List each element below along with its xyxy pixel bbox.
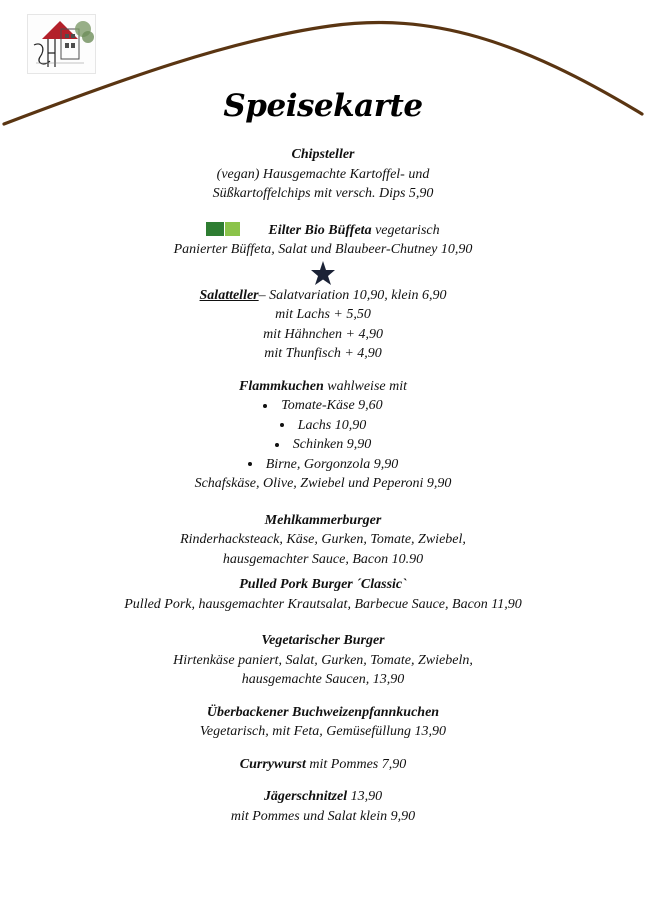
item-name: Vegetarischer Burger (261, 633, 385, 648)
bio-label-icon (206, 222, 240, 236)
item-extra: mit Hähnchen + 4,90 (263, 326, 383, 342)
item-name: Chipsteller (291, 147, 355, 162)
menu-item-mehlkammerburger (0, 511, 646, 570)
item-tag: wahlweise mit (327, 378, 408, 394)
item-name: Überbackener Buchweizenpfannkuchen (206, 704, 440, 720)
item-description: Panierter Büffeta, Salat und Blaubeer-Chutney 10,90 (173, 242, 473, 257)
item-extra: mit Lachs + 5,50 (275, 307, 371, 322)
menu-item-currywurst (0, 755, 646, 775)
restaurant-logo (27, 14, 96, 74)
item-heading-line (0, 787, 646, 807)
menu-item-bueffeta (0, 221, 646, 260)
divider-star (0, 260, 646, 286)
list-item: Tomate-Käse 9,60 (0, 396, 646, 416)
item-description: Rinderhacksteack, Käse, Gurken, Tomate, Zwiebel, (180, 532, 466, 547)
list-item: Schinken 9,90 (0, 435, 646, 455)
item-extra: mit Thunfisch + 4,90 (264, 346, 382, 361)
item-description: Pulled Pork, hausgemachter Krautsalat, Barbecue Sauce, Bacon 11,90 (124, 596, 522, 612)
option-list (0, 396, 646, 474)
item-description: Hirtenkäse paniert, Salat, Gurken, Tomate, Zwiebeln, (173, 652, 473, 668)
item-description: Vegetarisch, mit Feta, Gemüsefüllung 13,90 (199, 724, 447, 739)
item-name: Pulled Pork Burger ´Classic` (239, 577, 407, 592)
item-heading-line (0, 221, 646, 241)
item-name: Currywurst (239, 756, 306, 772)
item-name: Mehlkammerburger (264, 512, 382, 528)
list-item: Lachs 10,90 (0, 416, 646, 436)
item-description: – Salatvariation 10,90, klein 6,90 (258, 287, 447, 303)
item-name: Jägerschnitzel (263, 789, 348, 804)
menu-item-salatteller (0, 286, 646, 364)
menu-item-flammkuchen (0, 377, 646, 494)
menu-item-pulled-pork (0, 575, 646, 614)
menu-item-pfannkuchen (0, 703, 646, 742)
restaurant-house-logo-icon (28, 15, 95, 73)
item-description: mit Pommes und Salat klein 9,90 (230, 808, 416, 824)
item-name: Eilter Bio Büffeta (268, 222, 372, 238)
item-description: Schafskäse, Olive, Zwiebel und Peperoni 9,90 (194, 476, 452, 491)
menu-item-chipsteller (0, 145, 646, 204)
item-heading-line (0, 377, 646, 397)
page-title: Speisekarte (223, 88, 423, 124)
item-description: hausgemachter Sauce, Bacon 10.90 (222, 551, 424, 567)
item-heading-line (0, 286, 646, 306)
item-name: Salatteller (199, 287, 259, 303)
item-description: Süßkartoffelchips mit versch. Dips 5,90 (212, 186, 434, 201)
item-description: (vegan) Hausgemachte Kartoffel- und (216, 166, 430, 182)
item-name: Flammkuchen (238, 378, 324, 394)
item-description: hausgemachte Saucen, 13,90 (241, 672, 405, 687)
item-price: 13,90 (347, 789, 383, 804)
item-tag: vegetarisch (375, 222, 440, 238)
menu-item-jaegerschnitzel (0, 787, 646, 826)
list-item: Birne, Gorgonzola 9,90 (0, 455, 646, 475)
item-description: mit Pommes 7,90 (305, 756, 407, 772)
star-icon (310, 260, 336, 286)
menu-list (0, 145, 646, 826)
menu-item-vegetarischer-burger (0, 631, 646, 690)
